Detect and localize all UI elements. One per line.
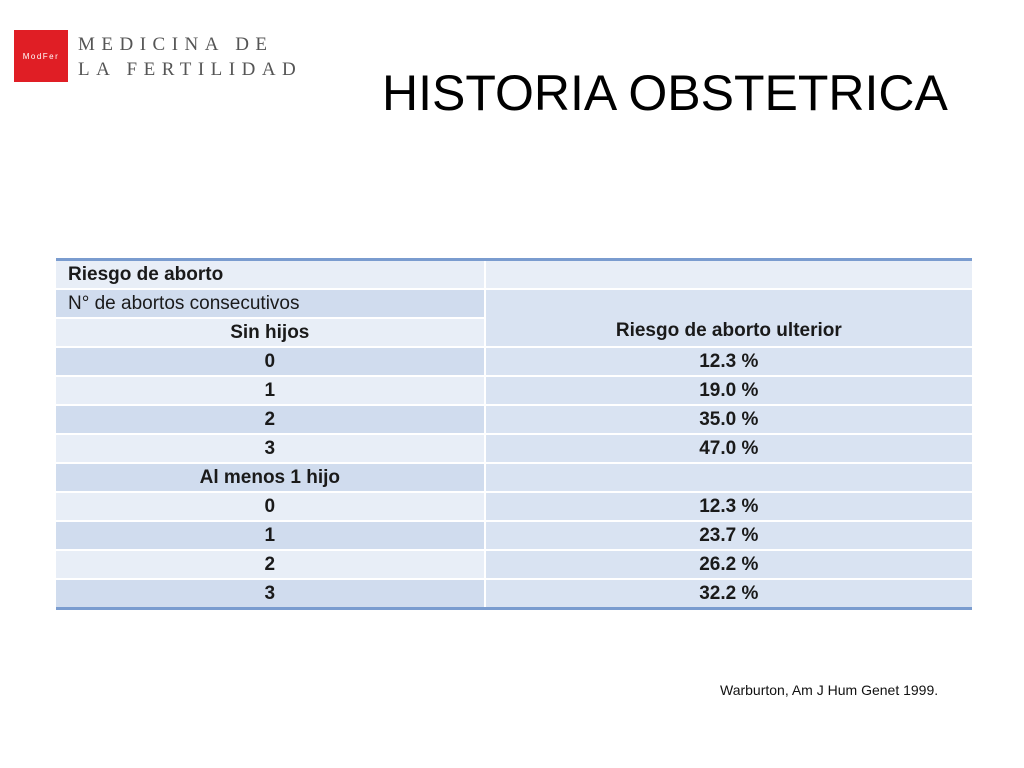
logo-wordmark bbox=[78, 32, 302, 82]
table-row bbox=[56, 434, 972, 463]
page-title: HISTORIA OBSTETRICA bbox=[382, 65, 948, 121]
table-row bbox=[56, 521, 972, 550]
table-heading-blank bbox=[485, 260, 972, 290]
table-heading-row bbox=[56, 260, 972, 290]
risk-value: 26.2 % bbox=[485, 550, 972, 579]
abortions-count: 3 bbox=[56, 579, 485, 609]
logo-badge bbox=[14, 30, 68, 82]
abortions-count: 2 bbox=[56, 405, 485, 434]
table-row bbox=[56, 492, 972, 521]
table-subheading: N° de abortos consecutivos bbox=[56, 289, 485, 318]
abortions-count: 0 bbox=[56, 347, 485, 376]
table-row bbox=[56, 376, 972, 405]
table-row bbox=[56, 405, 972, 434]
abortions-count: 1 bbox=[56, 376, 485, 405]
abortions-count: 1 bbox=[56, 521, 485, 550]
risk-value: 19.0 % bbox=[485, 376, 972, 405]
group-label-row bbox=[56, 463, 972, 492]
risk-value: 47.0 % bbox=[485, 434, 972, 463]
table-row bbox=[56, 347, 972, 376]
group-label: Al menos 1 hijo bbox=[56, 463, 485, 492]
logo-line-1: MEDICINA DE bbox=[78, 34, 274, 55]
risk-table bbox=[56, 258, 972, 610]
logo-badge-text: ModFer bbox=[22, 51, 60, 61]
abortions-count: 3 bbox=[56, 434, 485, 463]
citation: Warburton, Am J Hum Genet 1999. bbox=[720, 682, 939, 698]
group-label: Sin hijos bbox=[56, 318, 485, 347]
abortions-count: 0 bbox=[56, 492, 485, 521]
table-heading: Riesgo de aborto bbox=[56, 260, 485, 290]
risk-value: 12.3 % bbox=[485, 492, 972, 521]
table-row bbox=[56, 550, 972, 579]
risk-value: 23.7 % bbox=[485, 521, 972, 550]
logo-line-2: LA FERTILIDAD bbox=[78, 59, 303, 80]
risk-value: 32.2 % bbox=[485, 579, 972, 609]
risk-value: 12.3 % bbox=[485, 347, 972, 376]
risk-value: 35.0 % bbox=[485, 405, 972, 434]
abortions-count: 2 bbox=[56, 550, 485, 579]
table-subheading-row bbox=[56, 289, 972, 318]
risk-value-blank bbox=[485, 463, 972, 492]
column-header: Riesgo de aborto ulterior bbox=[485, 289, 972, 347]
table-row bbox=[56, 579, 972, 609]
